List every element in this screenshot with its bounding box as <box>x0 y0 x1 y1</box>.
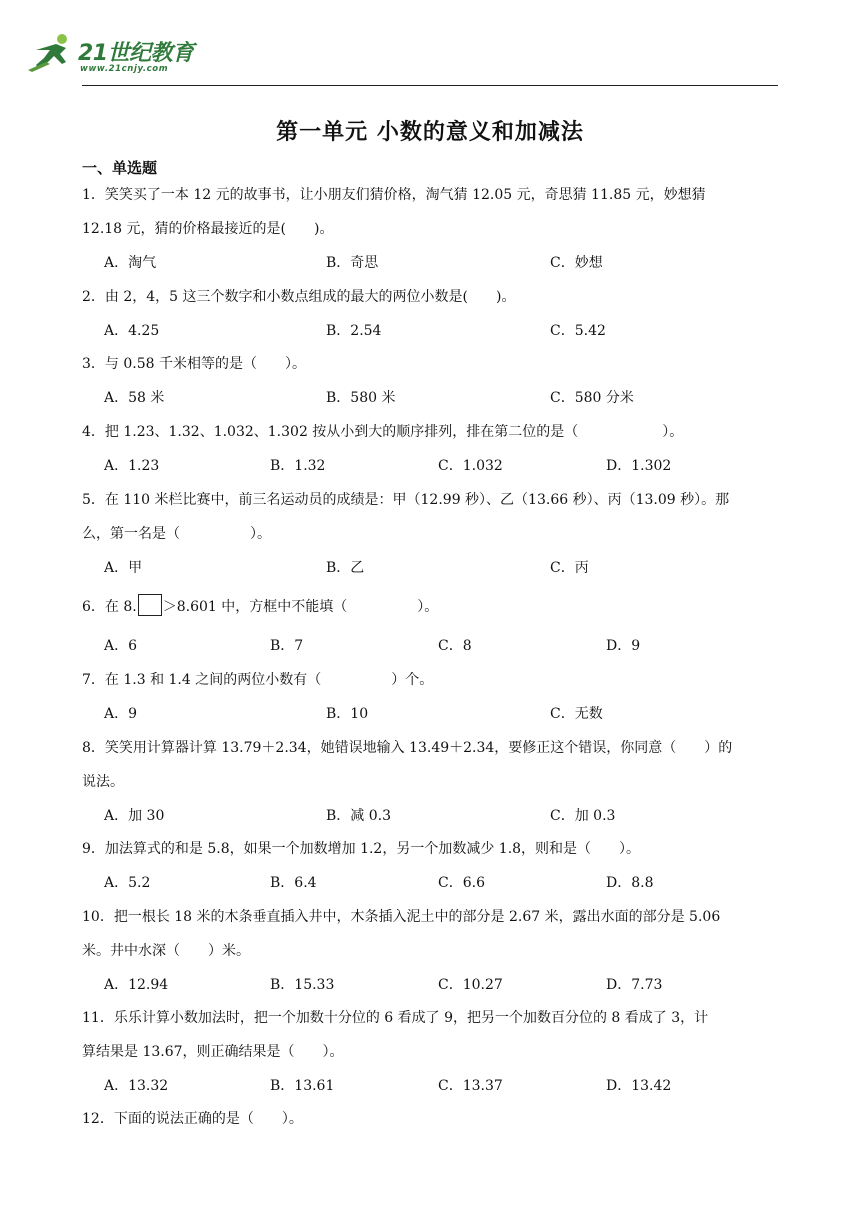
question-5-line-2: 么，第一名是（ ）。 <box>82 526 271 542</box>
question-11-line-2: 算结果是 13.67，则正确结果是（ ）。 <box>82 1044 344 1060</box>
question-9-option-d: D．8.8 <box>606 875 654 891</box>
question-7-option-c: C．无数 <box>550 706 603 722</box>
question-10-option-d: D．7.73 <box>606 977 663 993</box>
question-11-option-c: C．13.37 <box>438 1078 503 1094</box>
logo-text: 21世纪教育 <box>78 41 194 66</box>
question-8-line-1: 8．笑笑用计算器计算 13.79＋2.34，她错误地输入 13.49＋2.34，要修正这个错误，你同意（ ）的 <box>82 740 733 756</box>
question-3-option-c: C．580 分米 <box>550 390 634 406</box>
question-4-option-d: D．1.302 <box>606 458 672 474</box>
question-11-option-d: D．13.42 <box>606 1078 672 1094</box>
question-11-option-b: B．13.61 <box>270 1078 335 1094</box>
question-6-text <box>82 594 438 616</box>
question-10-line-1: 10．把一根长 18 米的木条垂直插入井中，木条插入泥土中的部分是 2.67 米，露出水面的部分是 5.06 <box>82 909 721 925</box>
question-11-option-a: A．13.32 <box>104 1078 169 1094</box>
question-3-option-a: A．58 米 <box>104 390 165 406</box>
question-1-option-a: A．淘气 <box>104 255 157 271</box>
question-3-option-b: B．580 米 <box>326 390 396 406</box>
runner-logo-icon <box>26 32 76 74</box>
question-9-option-c: C．6.6 <box>438 875 485 891</box>
question-10-option-a: A．12.94 <box>104 977 169 993</box>
logo <box>26 30 196 80</box>
section-heading: 一、单选题 <box>82 159 158 177</box>
question-10-option-b: B．15.33 <box>270 977 335 993</box>
question-5-option-b: B．乙 <box>326 560 365 576</box>
logo-url: www.21cnjy.com <box>80 64 169 74</box>
question-4-option-a: A．1.23 <box>104 458 160 474</box>
question-8-option-a: A．加 30 <box>104 808 165 824</box>
question-5-option-c: C．丙 <box>550 560 589 576</box>
question-8-option-c: C．加 0.3 <box>550 808 616 824</box>
question-11-line-1: 11．乐乐计算小数加法时，把一个加数十分位的 6 看成了 9，把另一个加数百分位的 8 看成了 3，计 <box>82 1010 709 1026</box>
question-7-option-b: B．10 <box>326 706 369 722</box>
question-1-option-c: C．妙想 <box>550 255 603 271</box>
question-9-option-b: B．6.4 <box>270 875 317 891</box>
question-1-line-2: 12.18 元，猜的价格最接近的是( )。 <box>82 221 334 237</box>
question-9-option-a: A．5.2 <box>104 875 151 891</box>
question-4-text: 4．把 1.23、1.32、1.032、1.302 按从小到大的顺序排列，排在第二位的是（ ）。 <box>82 424 684 440</box>
question-4-option-c: C．1.032 <box>438 458 503 474</box>
answer-box <box>138 594 162 616</box>
question-6-option-b: B．7 <box>270 638 304 654</box>
question-6-suffix: ＞8.601 中，方框中不能填（ ）。 <box>162 599 439 615</box>
question-3-text: 3．与 0.58 千米相等的是（ ）。 <box>82 356 306 372</box>
question-2-option-b: B．2.54 <box>326 323 382 339</box>
question-6-option-a: A．6 <box>104 638 138 654</box>
question-2-option-a: A．4.25 <box>104 323 160 339</box>
question-2-option-c: C．5.42 <box>550 323 606 339</box>
question-8-option-b: B．减 0.3 <box>326 808 392 824</box>
question-1-line-1: 1．笑笑买了一本 12 元的故事书，让小朋友们猜价格，淘气猜 12.05 元，奇思猜 11.85 元，妙想猜 <box>82 187 706 203</box>
question-6-option-c: C．8 <box>438 638 472 654</box>
question-10-line-2: 米。井中水深（ ）米。 <box>82 943 250 959</box>
question-12-text: 12．下面的说法正确的是（ ）。 <box>82 1111 303 1127</box>
header-divider <box>82 85 778 86</box>
question-6-prefix: 6．在 8. <box>82 599 137 615</box>
question-6-option-d: D．9 <box>606 638 641 654</box>
question-7-option-a: A．9 <box>104 706 138 722</box>
question-7-text: 7．在 1.3 和 1.4 之间的两位小数有（ ）个。 <box>82 672 434 688</box>
question-2-text: 2．由 2，4，5 这三个数字和小数点组成的最大的两位小数是( )。 <box>82 289 516 305</box>
question-8-line-2: 说法。 <box>82 774 124 790</box>
question-4-option-b: B．1.32 <box>270 458 326 474</box>
question-10-option-c: C．10.27 <box>438 977 503 993</box>
question-5-option-a: A．甲 <box>104 560 143 576</box>
question-1-option-b: B．奇思 <box>326 255 379 271</box>
page-title: 第一单元 小数的意义和加减法 <box>276 120 584 145</box>
question-5-line-1: 5．在 110 米栏比赛中，前三名运动员的成绩是：甲（12.99 秒）、乙（13.66 秒）、丙（13.09 秒）。那 <box>82 492 730 508</box>
question-9-text: 9．加法算式的和是 5.8，如果一个加数增加 1.2，另一个加数减少 1.8，则和是（ ）。 <box>82 841 641 857</box>
